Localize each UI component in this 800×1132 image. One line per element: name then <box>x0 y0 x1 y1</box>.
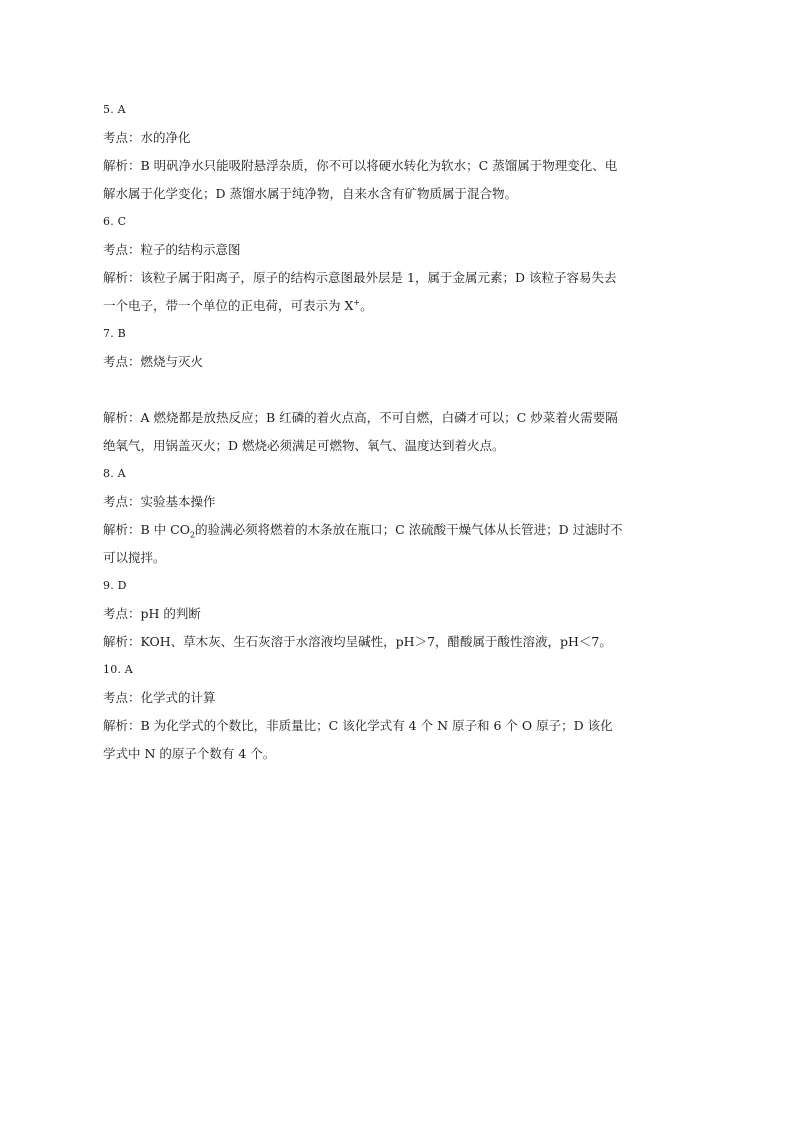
answer-number: 5. A <box>103 103 126 116</box>
answer-key <box>103 96 623 768</box>
analysis: 解析：该粒子属于阳离子，原子的结构示意图最外层是 1，属于金属元素；D 该粒子容易失去一个电子，带一个单位的正电荷，可表示为 X+。 <box>103 270 617 313</box>
test-point: 考点：pH 的判断 <box>103 606 201 621</box>
answer-number: 10. A <box>103 663 133 676</box>
answer-item-9 <box>103 572 623 656</box>
analysis: 解析：B 为化学式的个数比，非质量比；C 该化学式有 4 个 N 原子和 6 个 O 原子；D 该化学式中 N 的原子个数有 4 个。 <box>103 718 613 761</box>
answer-item-7 <box>103 320 623 460</box>
analysis: 解析：B 明矾净水只能吸附悬浮杂质，你不可以将硬水转化为软水；C 蒸馏属于物理变化、电解水属于化学变化；D 蒸馏水属于纯净物，自来水含有矿物质属于混合物。 <box>103 158 618 201</box>
answer-number: 6. C <box>103 215 127 228</box>
blank-gap <box>103 376 623 404</box>
test-point: 考点：化学式的计算 <box>103 690 216 705</box>
answer-number: 8. A <box>103 467 126 480</box>
answer-item-5 <box>103 96 623 208</box>
answer-item-10 <box>103 656 623 768</box>
answer-item-8 <box>103 460 623 572</box>
test-point: 考点：实验基本操作 <box>103 494 216 509</box>
test-point: 考点：水的净化 <box>103 130 191 145</box>
analysis: 解析：A 燃烧都是放热反应；B 红磷的着火点高，不可自燃，白磷才可以；C 炒菜着火需要隔绝氧气，用锅盖灭火；D 燃烧必须满足可燃物、氧气、温度达到着火点。 <box>103 410 618 453</box>
answer-number: 9. D <box>103 579 127 592</box>
analysis: 解析：KOH、草木灰、生石灰溶于水溶液均呈碱性，pH＞7，醋酸属于酸性溶液，pH＜7。 <box>103 634 612 649</box>
test-point: 考点：粒子的结构示意图 <box>103 242 241 257</box>
test-point: 考点：燃烧与灭火 <box>103 354 204 369</box>
analysis: 解析：B 中 $CO_2$的验满必须将燃着的木条放在瓶口；C 浓硫酸干燥气体从长管进；D 过滤时不可以搅拌。 <box>103 522 623 565</box>
subscript: 2 <box>189 530 196 540</box>
charge-superscript: + <box>353 297 361 307</box>
answer-number: 7. B <box>103 327 126 340</box>
answer-item-6 <box>103 208 623 320</box>
